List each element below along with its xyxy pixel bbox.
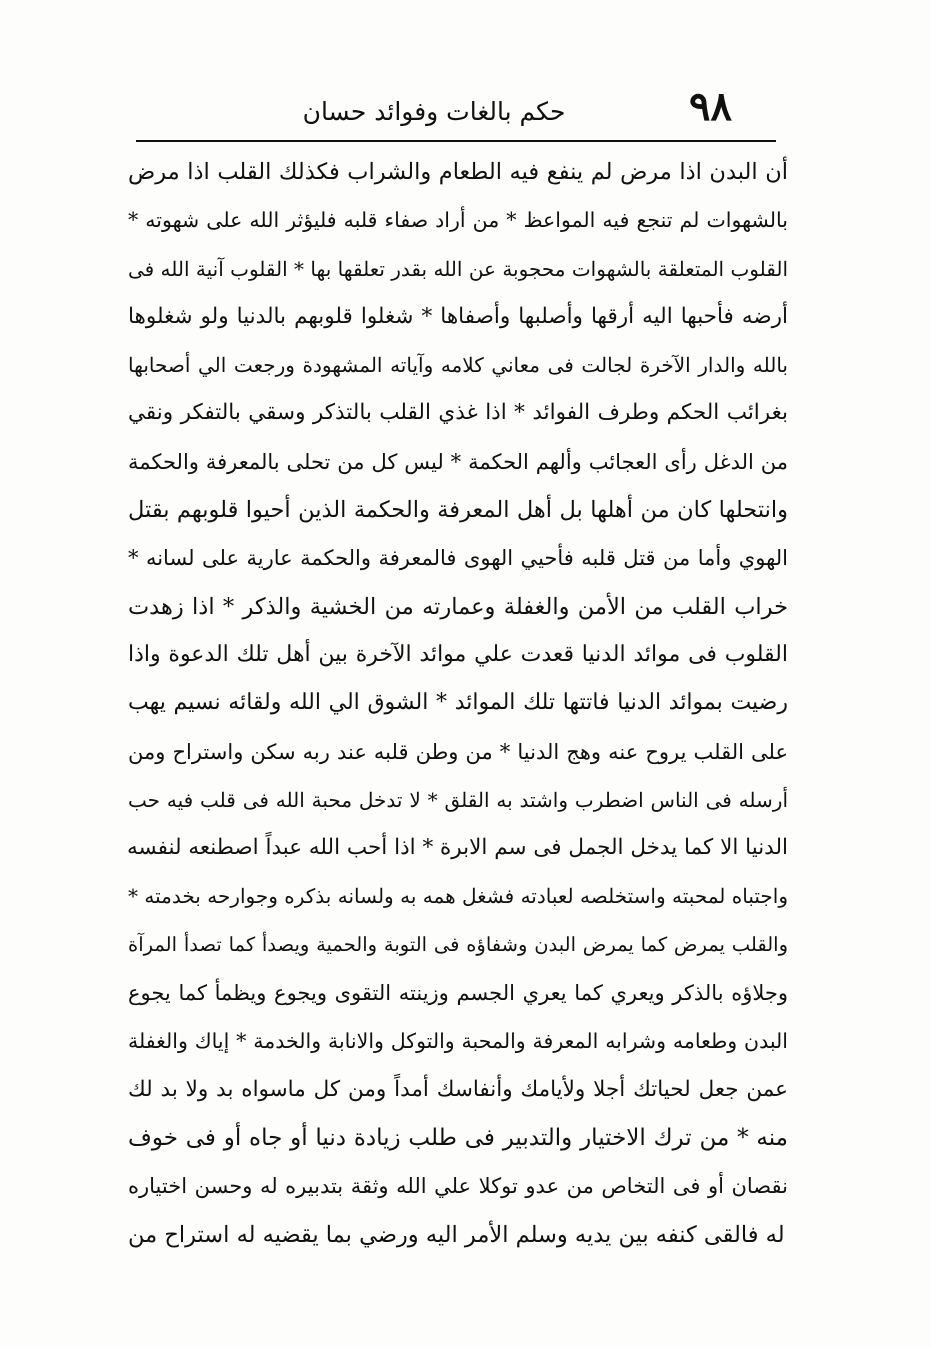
text-line: خراب القلب من الأمن والغفلة وعمارته من الخشية والذكر * اذا زهدت xyxy=(128,593,788,620)
text-line: أرضه فأحبها اليه أرقها وأصلبها وأصفاها * شغلوا قلوبهم بالدنيا ولو شغلوها xyxy=(128,303,788,329)
text-line: على القلب يروح عنه وهج الدنيا * من وطن قلبه عند ربه سكن واستراح ومن xyxy=(128,739,788,764)
text-line: نقصان أو فى التخاص من عدو توكلا علي الله وثقة بتدبيره له وحسن اختياره xyxy=(128,1174,788,1199)
text-line: الهوي وأما من قتل قلبه فأحيي الهوى فالمعرفة والحكمة عارية على لسانه * xyxy=(128,546,788,571)
text-line: له فالقى كنفه بين يديه وسلم الأمر اليه ورضي بما يقضيه له استراح من xyxy=(128,1221,785,1248)
text-line: عمن جعل لحياتك أجلا ولأيامك وأنفاسك أمداً ومن كل ماسواه بد ولا بد لك xyxy=(128,1076,788,1102)
header-rule xyxy=(136,140,776,142)
text-line: من الدغل رأى العجائب وألهم الحكمة * ليس كل من تحلى بالمعرفة والحكمة xyxy=(128,449,788,474)
text-line: بغرائب الحكم وطرف الفوائد * اذا غذي القلب بالتذكر وسقي بالتفكر ونقي xyxy=(128,400,788,426)
text-line: وجلاؤه بالذكر ويعري كما يعري الجسم وزينته التقوى ويجوع ويظمأ كما يجوع xyxy=(128,981,788,1006)
page-header xyxy=(128,82,740,130)
text-line: بالشهوات لم تنجع فيه المواعظ * من أراد صفاء قلبه فليؤثر الله على شهوته * xyxy=(128,208,788,233)
text-line: القلوب فى موائد الدنيا قعدت علي موائد الآخرة بين أهل تلك الدعوة واذا xyxy=(128,641,788,667)
page-number: ٩٨ xyxy=(689,83,732,130)
running-title: حكم بالغات وفوائد حسان xyxy=(302,97,566,126)
text-line: منه * من ترك الاختيار والتدبير فى طلب زيادة دنيا أو جاه أو فى خوف xyxy=(128,1124,788,1151)
text-line: وانتحلها كان من أهلها بل أهل المعرفة والحكمة الذين أحيوا قلوبهم بقتل xyxy=(128,497,788,524)
text-line: والقلب يمرض كما يمرض البدن وشفاؤه فى التوبة والحمية ويصدأ كما تصدأ المرآة xyxy=(128,932,788,956)
text-line: رضيت بموائد الدنيا فاتتها تلك الموائد * الشوق الي الله ولقائه نسيم يهب xyxy=(128,690,788,716)
text-line: أرسله فى الناس اضطرب واشتد به القلق * لا تدخل محبة الله فى قلب فيه حب xyxy=(128,787,788,812)
text-line: واجتباه لمحبته واستخلصه لعبادته فشغل همه به ولسانه بذكره وجوارحه بخدمته * xyxy=(128,884,788,909)
text-line: أن البدن اذا مرض لم ينفع فيه الطعام والشراب فكذلك القلب اذا مرض xyxy=(128,159,788,185)
body-text xyxy=(128,148,788,1259)
text-line: بالله والدار الآخرة لجالت فى معاني كلامه وآياته المشهودة ورجعت الي أصحابها xyxy=(128,353,788,378)
text-line: الدنيا الا كما يدخل الجمل فى سم الابرة * اذا أحب الله عبداً اصطنعه لنفسه xyxy=(126,835,788,861)
text-line: القلوب المتعلقة بالشهوات محجوبة عن الله بقدر تعلقها بها * القلوب آنية الله فى xyxy=(127,256,788,281)
text-line: البدن وطعامه وشرابه المعرفة والمحبة والتوكل والانابة والخدمة * إياك والغفلة xyxy=(128,1029,788,1054)
